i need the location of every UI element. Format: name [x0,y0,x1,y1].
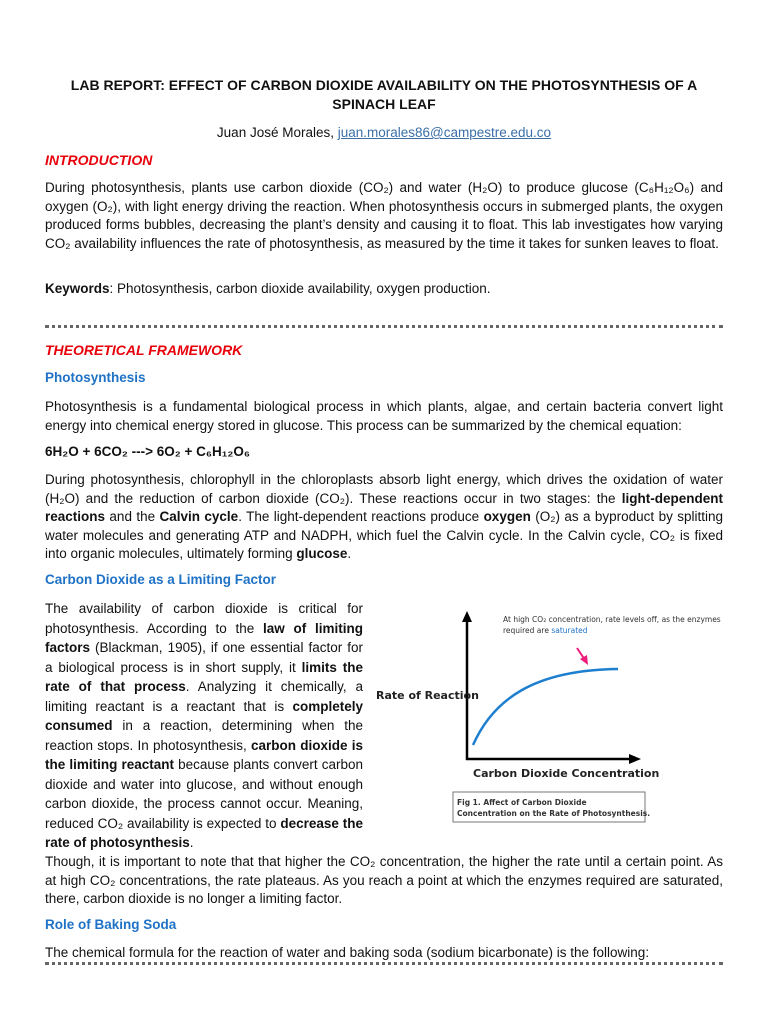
limiting-factor-heading: Carbon Dioxide as a Limiting Factor [45,572,277,587]
bold-text-run: oxygen [483,509,531,524]
annotation-text: required are [503,626,552,635]
chemical-equation: 6H₂O + 6CO₂ ---> 6O₂ + C₆H₁₂O₆ [45,444,251,459]
bold-text-run: completely consumed [45,698,363,733]
baking-soda-paragraph [45,944,723,963]
y-axis-arrow-icon [462,611,472,622]
author-name: Juan José Morales, [216,125,338,140]
y-axis-label: Rate of Reaction [376,689,479,702]
figure-caption-line1: Fig 1. Affect of Carbon Dioxide [457,798,587,807]
rate-curve [473,669,618,745]
text-run: because plants convert carbon dioxide and water into glucose, and without enough carbon dioxide, the process cannot occur. Meaning, reduced CO₂ availability is expected to [45,757,363,831]
saturation-arrow-head-icon [580,655,588,665]
introduction-heading: INTRODUCTION [45,152,153,168]
text-run: During photosynthesis, plants use carbon dioxide (CO₂) and water (H₂O) to produce glucose (C₆H₁₂O₆) and oxygen (O₂), with light energy driving the reaction. When photosynthesis occurs in submerged plants, the oxygen produced forms bubbles, decreasing the plant’s density and causing it to float. This lab investigates how varying CO₂ availability influences the rate of photosynthesis, as measured by the time it takes for sunken leaves to float. [45,180,723,251]
bold-text-run: glucose [296,546,348,561]
introduction-paragraph [45,179,723,253]
text-run: Though, it is important to note that that higher the CO₂ concentration, the higher the rate until a certain point. As at high CO₂ concentrations, the rate plateaus. As you reach a point at which the enzymes required are saturated, there, carbon dioxide is no longer a limiting factor. [45,854,723,906]
co2-rate-figure [373,605,721,830]
bold-text-run: carbon dioxide is the limiting reactant [45,737,363,772]
baking-soda-heading: Role of Baking Soda [45,917,177,932]
x-axis-arrow-icon [629,754,641,764]
section-divider [45,962,723,965]
annotation-line2 [503,626,588,635]
text-run: The availability of carbon dioxide is critical for photosynthesis. According to the [45,601,363,636]
text-run: and the [105,509,160,524]
limiting-factor-paragraph [45,599,363,853]
text-run: During photosynthesis, chlorophyll in the chloroplasts absorb light energy, which drives the oxidation of water (H₂O) and the reduction of carbon dioxide (CO₂). These reactions occur in two stages: the [45,472,723,506]
x-axis-label: Carbon Dioxide Concentration [473,767,660,780]
text-run: . Analyzing it chemically, a limiting reactant is a reactant that is [45,679,363,714]
author-line [45,124,723,142]
keywords-line [45,280,723,299]
text-run: . The light-dependent reactions produce [238,509,484,524]
text-run: (Blackman, 1905), if one essential factor for a biological process is in short supply, it [45,640,363,675]
text-run: : Photosynthesis, carbon dioxide availability, oxygen production. [109,281,491,296]
annotation-highlight: saturated [551,626,588,635]
theoretical-framework-heading: THEORETICAL FRAMEWORK [45,342,243,358]
text-run: Photosynthesis is a fundamental biological process in which plants, algae, and certain bacteria convert light energy into chemical energy stored in glucose. This process can be summarized by the chemical equation: [45,399,723,433]
text-run: The chemical formula for the reaction of water and baking soda (sodium bicarbonate) is the following: [45,945,650,960]
bold-text-run: law of limiting factors [45,620,364,655]
bold-text-run: decrease the rate of photosynthesis [45,815,363,850]
text-run: . [347,546,352,561]
saturation-paragraph [45,853,723,909]
bold-text-run: Calvin cycle [159,509,239,524]
section-divider [45,325,723,328]
report-title: LAB REPORT: EFFECT OF CARBON DIOXIDE AVAILABILITY ON THE PHOTOSYNTHESIS OF A SPINACH LEAF [70,77,698,112]
bold-text-run: limits the rate of that process [45,659,363,694]
bold-text-run: light-dependent reactions [45,490,723,524]
figure-caption-line2: Concentration on the Rate of Photosynthesis. [457,809,651,818]
co2-rate-chart [373,605,721,830]
photosynthesis-stages-paragraph [45,471,723,564]
text-run: in a reaction, determining when the reaction stops. In photosynthesis, [45,718,363,753]
text-run: (O₂) as a byproduct by splitting water molecules and generating ATP and NADPH, which fuel the Calvin cycle. In the Calvin cycle, CO₂ is fixed into organic molecules, ultimately forming [45,509,723,561]
bold-text-run: Keywords [45,281,110,296]
photosynthesis-paragraph [45,398,723,435]
photosynthesis-heading: Photosynthesis [45,370,146,385]
annotation-line1: At high CO₂ concentration, rate levels off, as the enzymes [503,615,721,624]
author-email-link[interactable]: juan.morales86@campestre.edu.co [337,125,552,140]
text-run: . [189,835,194,850]
